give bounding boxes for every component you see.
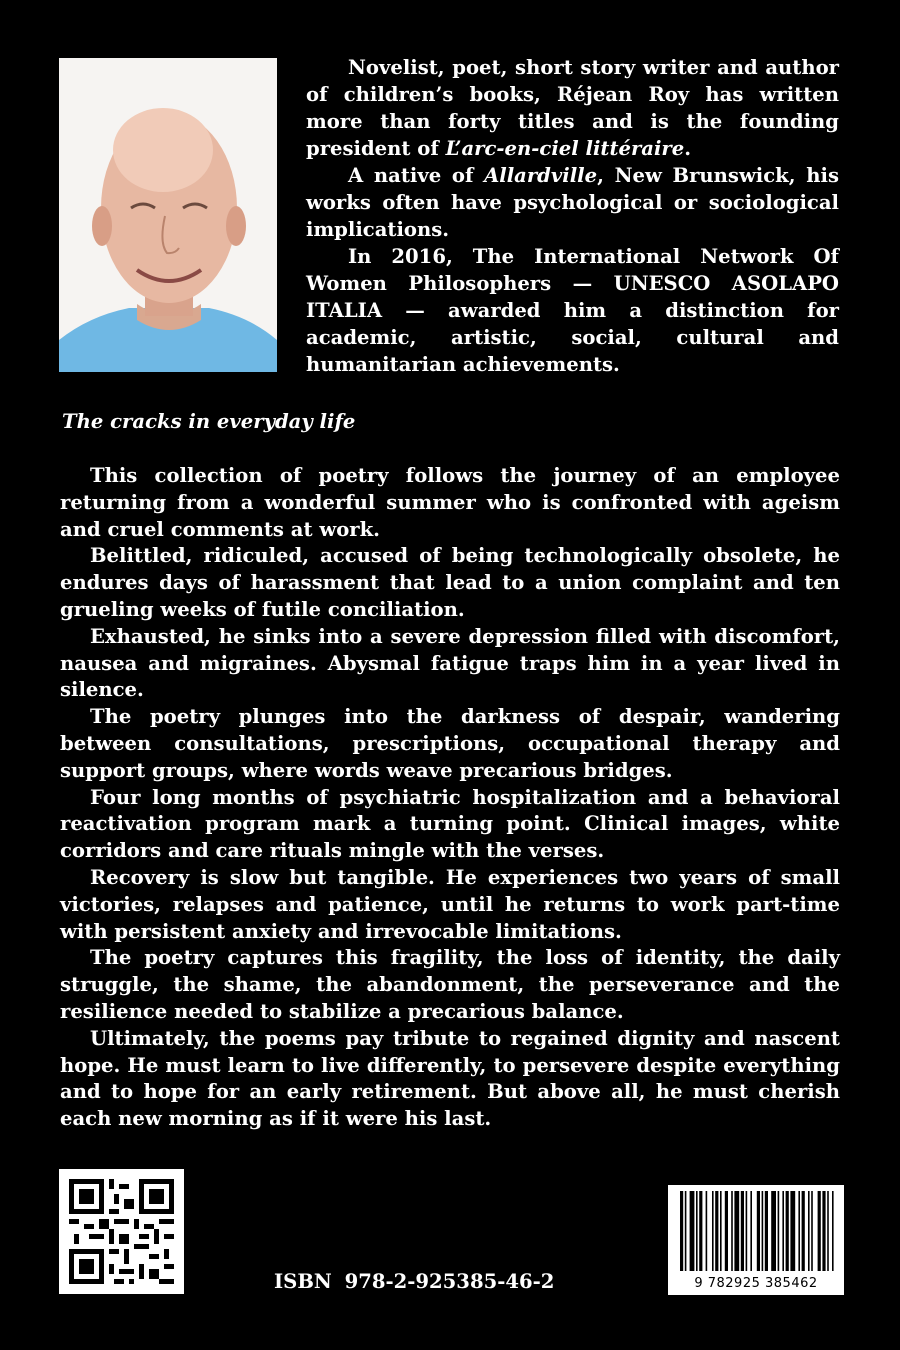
barcode-bar	[765, 1191, 768, 1271]
barcode-bar	[811, 1191, 813, 1271]
barcode-bar	[798, 1191, 800, 1271]
barcode-bar	[771, 1191, 776, 1271]
barcode-bar	[762, 1191, 764, 1271]
barcode-bar	[822, 1191, 825, 1271]
barcode-bar	[699, 1191, 702, 1271]
barcode-bar	[746, 1191, 748, 1271]
barcode-bar	[690, 1191, 695, 1271]
barcode-bar	[750, 1191, 752, 1271]
barcode-digits: 9 782925 385462	[694, 1276, 818, 1291]
qr-code	[59, 1169, 184, 1294]
barcode-bar	[696, 1191, 698, 1271]
book-description	[60, 463, 840, 1133]
barcode-bars	[668, 1185, 844, 1275]
isbn-label: ISBN 978-2-925385-46-2	[274, 1270, 555, 1293]
description-paragraph: This collection of poetry follows the journey of an employee returning from a wonderful summer who is confronted with ageism and cruel comments at work.	[60, 464, 840, 541]
bio-paragraph: A native of Allardville, New Brunswick, his works often have psychological or sociological implications.	[306, 164, 839, 241]
barcode-bar	[757, 1191, 760, 1271]
barcode-bar	[715, 1191, 718, 1271]
barcode-bar	[706, 1191, 708, 1271]
author-photo	[59, 58, 277, 372]
barcode-bar	[827, 1191, 829, 1271]
barcode-bar	[782, 1191, 784, 1271]
author-bio	[306, 54, 839, 378]
bio-paragraph: Novelist, poet, short story writer and author of children’s books, Réjean Roy has written more than forty titles and is the founding president of L’arc-en-ciel littéraire.	[306, 56, 839, 160]
barcode-bar	[786, 1191, 789, 1271]
barcode-bar	[712, 1191, 714, 1271]
barcode-bar	[720, 1191, 722, 1271]
barcode-bar	[802, 1191, 805, 1271]
book-title: The cracks in everyday life	[62, 410, 356, 433]
barcode-bar	[725, 1191, 728, 1271]
barcode-bar	[778, 1191, 780, 1271]
bio-paragraph: In 2016, The International Network Of Women Philosophers — UNESCO ASOLAPO ITALIA — awarded him a distinction for academic, artistic, social, cultural and humanitarian achievements.	[306, 245, 839, 376]
barcode-bar	[741, 1191, 744, 1271]
description-paragraph: The poetry captures this fragility, the loss of identity, the daily struggle, the shame, the abandonment, the perseverance and the resilience needed to stabilize a precarious balance.	[60, 946, 840, 1023]
barcode-bar	[790, 1191, 795, 1271]
barcode-bar	[832, 1191, 834, 1271]
barcode-bar	[734, 1191, 739, 1271]
description-paragraph: Recovery is slow but tangible. He experiences two years of small victories, relapses and patience, until he returns to work part-time with persistent anxiety and irrevocable limitations.	[60, 865, 840, 943]
barcode-bar	[680, 1191, 683, 1271]
description-paragraph: Exhausted, he sinks into a severe depression filled with discomfort, nausea and migraines. Abysmal fatigue traps him in a year lived in silence.	[60, 624, 840, 702]
barcode-bar	[808, 1191, 810, 1271]
barcode-bar	[818, 1191, 821, 1271]
barcode-bar	[731, 1191, 733, 1271]
description-paragraph: Four long months of psychiatric hospitalization and a behavioral reactivation program mark a turning point. Clinical images, white corridors and care rituals mingle with the verses.	[60, 785, 840, 863]
barcode-bar	[685, 1191, 687, 1271]
isbn-barcode	[668, 1185, 844, 1295]
description-paragraph: Belittled, ridiculed, accused of being technologically obsolete, he endures days of harassment that lead to a union complaint and ten grueling weeks of futile conciliation.	[60, 544, 840, 621]
description-paragraph: Ultimately, the poems pay tribute to regained dignity and nascent hope. He must learn to live differently, to persevere despite everything and to hope for an early retirement. But above all, he must cherish each new morning as if it were his last.	[60, 1026, 840, 1131]
description-paragraph: The poetry plunges into the darkness of despair, wandering between consultations, prescriptions, occupational therapy and support groups, where words weave precarious bridges.	[60, 705, 840, 782]
